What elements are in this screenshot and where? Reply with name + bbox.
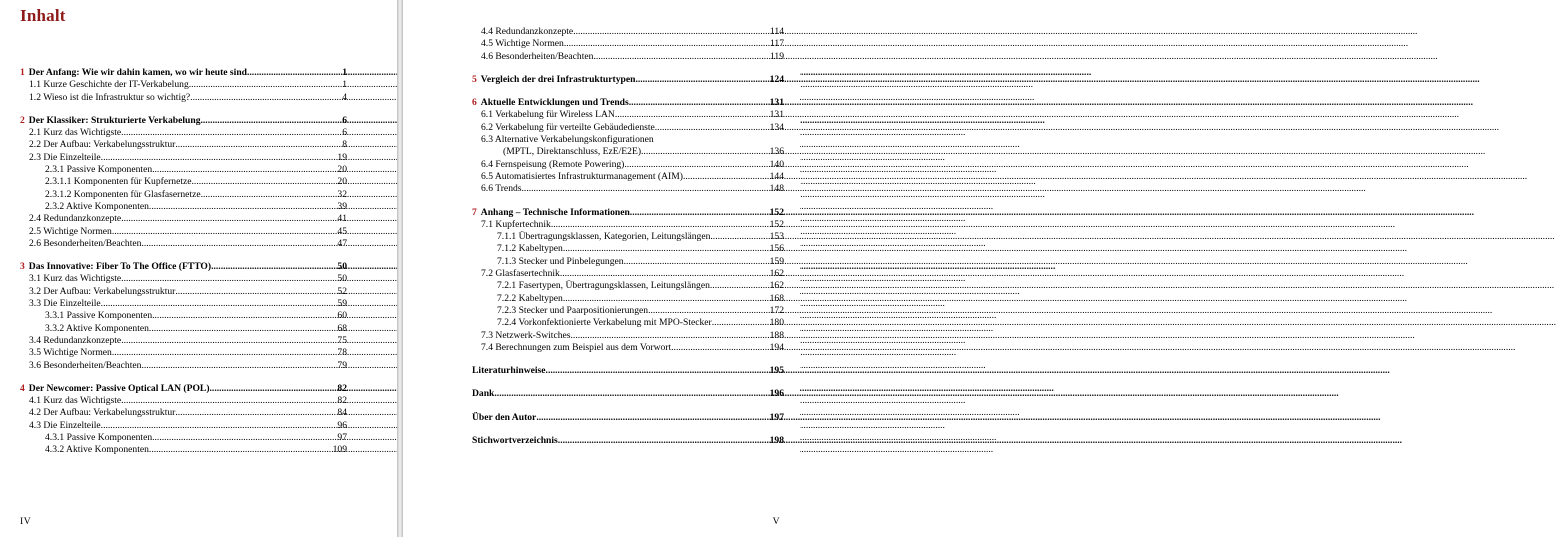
entry-page-number: 50 <box>337 273 347 285</box>
toc-entry <box>20 407 347 419</box>
entry-title: 4.6 Besonderheiten/Beachten <box>481 50 594 62</box>
toc-entry <box>472 330 784 342</box>
toc-entry <box>472 171 784 183</box>
entry-page-number: 144 <box>769 170 784 182</box>
entry-page-number: 136 <box>769 146 784 158</box>
entry-title: Vergleich der drei Infrastrukturtypen <box>480 73 636 85</box>
toc-entry <box>472 317 784 329</box>
toc-entry <box>472 342 784 354</box>
dot-leader <box>641 146 769 158</box>
dot-leader <box>211 261 336 273</box>
toc-entry <box>20 67 347 79</box>
entry-page-number: 68 <box>337 322 347 334</box>
toc-entry <box>20 238 347 250</box>
toc-entry <box>20 323 347 335</box>
toc-entry <box>20 115 347 127</box>
dot-leader <box>201 115 338 127</box>
dot-leader <box>536 412 768 424</box>
dot-leader <box>494 388 768 400</box>
entry-page-number: 84 <box>337 407 347 419</box>
dot-leader <box>101 298 337 310</box>
dot-leader <box>189 79 337 91</box>
page-number-left: IV <box>20 516 32 527</box>
toc-entry <box>20 360 347 372</box>
toc-entry <box>20 226 347 238</box>
dot-leader <box>546 365 769 377</box>
entry-title: Das Innovative: Fiber To The Office (FTTO) <box>28 261 212 273</box>
entry-title: 2.3.2 Aktive Komponenten <box>45 200 149 212</box>
toc-entry <box>472 74 784 86</box>
chapter-number: 5 <box>472 73 477 85</box>
dot-leader <box>121 335 336 347</box>
entry-page-number: 159 <box>769 255 784 267</box>
dot-leader <box>247 67 337 79</box>
toc-entry <box>472 207 784 219</box>
entry-page-number: 79 <box>337 359 347 371</box>
entry-title: 2.3 Die Einzelteile <box>29 151 101 163</box>
dot-leader <box>121 213 336 225</box>
entry-page-number: 82 <box>337 395 347 407</box>
chapter-number: 2 <box>20 114 25 126</box>
entry-page-number: 197 <box>769 411 784 423</box>
dot-leader <box>630 207 769 219</box>
dot-leader <box>101 152 337 164</box>
entry-page-number: 114 <box>769 26 784 37</box>
dot-leader <box>635 74 768 86</box>
dot-leader <box>564 38 769 50</box>
entry-title: 6.1 Verkabelung für Wireless LAN <box>481 109 615 121</box>
entry-title: 4.3.2 Aktive Komponenten <box>45 444 149 456</box>
toc-entry <box>20 164 347 176</box>
entry-title: 2.5 Wichtige Normen <box>29 225 112 237</box>
toc-entry <box>472 134 784 146</box>
dot-leader <box>141 238 336 250</box>
dot-leader <box>629 97 769 109</box>
entry-title: 1.2 Wieso ist die Infrastruktur so wichtig? <box>29 91 191 103</box>
dot-leader <box>210 383 337 395</box>
toc-entry <box>472 183 784 195</box>
entry-title: 3.4 Redundanzkonzepte <box>29 334 122 346</box>
entry-title: 7.1.3 Stecker und Pinbelegungen <box>497 255 624 267</box>
entry-page-number: 97 <box>337 432 347 444</box>
entry-title: 3.3.1 Passive Komponenten <box>45 310 153 322</box>
toc-entry <box>472 435 784 447</box>
toc-entry <box>472 293 784 305</box>
entry-title: 2.3.1 Passive Komponenten <box>45 164 153 176</box>
right-page <box>403 0 800 537</box>
toc-entry <box>20 213 347 225</box>
entry-page-number: 60 <box>337 310 347 322</box>
chapter-number: 3 <box>20 261 25 273</box>
dot-leader <box>175 139 337 151</box>
entry-page-number: 20 <box>337 164 347 176</box>
entry-title: (MPTL, Direktanschluss, EzE/E2E) <box>503 146 642 158</box>
entry-title: Über den Autor <box>472 411 537 423</box>
dot-leader <box>175 407 336 419</box>
chapter-number: 1 <box>20 67 25 78</box>
entry-title: 7.3 Netzwerk-Switches <box>481 329 571 341</box>
entry-page-number: 172 <box>769 304 784 316</box>
toc-entry <box>20 92 347 104</box>
entry-page-number: 32 <box>337 188 347 200</box>
dot-leader <box>560 268 769 280</box>
toc-entry <box>20 310 347 322</box>
dot-leader <box>522 183 769 195</box>
entry-page-number: 162 <box>769 280 784 292</box>
dot-leader <box>141 360 336 372</box>
toc-entry <box>472 231 784 243</box>
entry-page-number: 75 <box>337 334 347 346</box>
dot-leader <box>201 189 337 201</box>
entry-page-number: 131 <box>769 97 784 109</box>
entry-title: 6.2 Verkabelung für verteilte Gebäudedienste <box>481 121 655 133</box>
dot-leader <box>149 323 336 335</box>
toc-entry <box>20 383 347 395</box>
entry-title: 3.6 Besonderheiten/Beachten <box>29 359 142 371</box>
entry-title: Anhang – Technische Informationen <box>480 206 630 218</box>
entry-page-number: 39 <box>337 200 347 212</box>
entry-title: Der Anfang: Wie wir dahin kamen, wo wir heute sind <box>28 67 247 78</box>
entry-page-number: 194 <box>769 341 784 353</box>
entry-title: 7.1.2 Kabeltypen <box>497 243 563 255</box>
entry-title: 7.2.4 Vorkonfektionierte Verkabelung mit MPO-Stecker <box>497 317 712 329</box>
dot-leader <box>710 280 769 292</box>
entry-page-number: 96 <box>337 419 347 431</box>
entry-page-number: 50 <box>337 261 347 273</box>
dot-leader <box>712 317 769 329</box>
entry-title: 1.1 Kurze Geschichte der IT-Verkabelung <box>29 79 189 91</box>
entry-title: 6.6 Trends <box>481 183 522 195</box>
dot-leader <box>624 256 769 268</box>
toc-entry <box>472 365 784 377</box>
entry-page-number: 78 <box>337 347 347 359</box>
entry-title: Aktuelle Entwicklungen und Trends <box>480 97 629 109</box>
entry-page-number: 180 <box>769 317 784 329</box>
left-page <box>0 0 397 537</box>
toc-entry <box>472 280 784 292</box>
entry-title: 2.3.1.2 Komponenten für Glasfasernetze <box>45 188 201 200</box>
toc-entry <box>472 305 784 317</box>
page-number-right: V <box>772 516 780 527</box>
entry-title: Der Newcomer: Passive Optical LAN (POL) <box>28 382 210 394</box>
entry-page-number: 162 <box>769 268 784 280</box>
entry-page-number: 156 <box>769 243 784 255</box>
toc-entry <box>472 268 784 280</box>
dot-leader <box>563 293 769 305</box>
entry-page-number: 4 <box>342 91 347 103</box>
entry-page-number: 8 <box>342 139 347 151</box>
entry-title: Der Klassiker: Strukturierte Verkabelung <box>28 114 201 126</box>
toc-entry <box>20 286 347 298</box>
toc-entry <box>20 152 347 164</box>
toc-entry <box>20 420 347 432</box>
dot-leader <box>149 444 332 456</box>
entry-page-number: 131 <box>769 109 784 121</box>
entry-title: Literaturhinweise <box>472 365 546 377</box>
chapter-number: 4 <box>20 382 25 394</box>
entry-page-number: 109 <box>332 444 347 456</box>
toc-entry <box>20 273 347 285</box>
toc-entry <box>20 432 347 444</box>
entry-page-number: 198 <box>769 435 784 447</box>
entry-page-number: 45 <box>337 225 347 237</box>
dot-leader <box>152 310 336 322</box>
toc-left <box>20 67 347 457</box>
entry-title: 2.1 Kurz das Wichtigste <box>29 127 122 139</box>
dot-leader <box>112 347 337 359</box>
toc-entry <box>20 139 347 151</box>
entry-page-number: 1 <box>342 79 347 91</box>
toc-entry <box>20 395 347 407</box>
entry-title: 4.5 Wichtige Normen <box>481 38 564 50</box>
entry-page-number: 119 <box>769 50 784 62</box>
toc-entry <box>472 159 784 171</box>
entry-title: 7.2.1 Fasertypen, Übertragungsklassen, Leitungslängen <box>497 280 710 292</box>
entry-title: 4.2 Der Aufbau: Verkabelungsstruktur <box>29 407 176 419</box>
page-title: Inhalt <box>20 6 66 25</box>
toc-entry <box>472 109 784 121</box>
entry-title: 7.2 Glasfasertechnik <box>481 268 560 280</box>
toc-entry <box>472 97 784 109</box>
toc-entry <box>472 51 784 63</box>
entry-title: 3.3.2 Aktive Komponenten <box>45 322 149 334</box>
toc-entry <box>20 347 347 359</box>
toc-right <box>472 26 784 447</box>
entry-page-number: 148 <box>769 183 784 195</box>
chapter-number: 6 <box>472 97 477 109</box>
dot-leader <box>121 273 336 285</box>
entry-title: 4.3 Die Einzelteile <box>29 419 101 431</box>
toc-entry <box>472 146 784 158</box>
dot-leader <box>571 330 769 342</box>
entry-title: 4.4 Redundanzkonzepte <box>481 26 574 37</box>
toc-entry <box>20 127 347 139</box>
toc-entry <box>472 412 784 424</box>
toc-entry <box>472 122 784 134</box>
entry-title: 3.1 Kurz das Wichtigste <box>29 273 122 285</box>
toc-entry <box>20 335 347 347</box>
entry-title: 6.4 Fernspeisung (Remote Powering) <box>481 158 625 170</box>
dot-leader <box>615 109 769 121</box>
dot-leader <box>190 92 337 104</box>
toc-entry <box>472 26 784 38</box>
dot-leader <box>558 435 769 447</box>
entry-title: 4.3.1 Passive Komponenten <box>45 432 153 444</box>
chapter-number: 7 <box>472 206 477 218</box>
entry-page-number: 47 <box>337 237 347 249</box>
toc-entry <box>20 261 347 273</box>
entry-page-number: 117 <box>769 38 784 50</box>
entry-title: 3.3 Die Einzelteile <box>29 298 101 310</box>
entry-page-number: 140 <box>769 158 784 170</box>
entry-title: 7.4 Berechnungen zum Beispiel aus dem Vorwort <box>481 341 672 353</box>
entry-page-number: 195 <box>769 365 784 377</box>
dot-leader <box>593 51 769 63</box>
dot-leader <box>101 420 337 432</box>
toc-entry <box>20 444 347 456</box>
entry-title: Stichwortverzeichnis <box>472 435 558 447</box>
entry-title: 3.2 Der Aufbau: Verkabelungsstruktur <box>29 285 176 297</box>
entry-title: 2.2 Der Aufbau: Verkabelungsstruktur <box>29 139 176 151</box>
entry-title: 2.3.1.1 Komponenten für Kupfernetze <box>45 176 192 188</box>
entry-page-number: 59 <box>337 298 347 310</box>
dot-leader <box>121 127 337 139</box>
entry-title: 6.5 Automatisiertes Infrastrukturmanagement (AIM) <box>481 170 683 182</box>
entry-page-number: 153 <box>769 231 784 243</box>
dot-leader <box>655 122 769 134</box>
dot-leader <box>175 286 336 298</box>
toc-entry <box>472 243 784 255</box>
entry-page-number: 41 <box>337 213 347 225</box>
entry-title: 3.5 Wichtige Normen <box>29 347 112 359</box>
entry-page-number: 196 <box>769 388 784 400</box>
entry-page-number: 6 <box>342 127 347 139</box>
toc-entry <box>20 201 347 213</box>
entry-title: 2.4 Redundanzkonzepte <box>29 213 122 225</box>
dot-leader <box>683 171 769 183</box>
entry-page-number: 152 <box>769 206 784 218</box>
toc-entry <box>472 256 784 268</box>
toc-entry <box>20 176 347 188</box>
entry-page-number: 124 <box>769 73 784 85</box>
toc-entry <box>472 219 784 231</box>
dot-leader <box>563 243 769 255</box>
entry-title: 7.1 Kupfertechnik <box>481 218 551 230</box>
toc-entry <box>472 388 784 400</box>
entry-title: 7.1.1 Übertragungsklassen, Kategorien, Leitungslängen <box>497 231 711 243</box>
dot-leader <box>624 159 768 171</box>
toc-entry <box>20 189 347 201</box>
toc-entry <box>472 38 784 50</box>
entry-title: 4.1 Kurz das Wichtigste <box>29 395 122 407</box>
entry-page-number: 188 <box>769 329 784 341</box>
dot-leader <box>112 226 337 238</box>
entry-page-number: 134 <box>769 121 784 133</box>
entry-title: 6.3 Alternative Verkabelungskonfigurationen <box>481 134 654 146</box>
entry-page-number: 168 <box>769 292 784 304</box>
dot-leader <box>710 231 768 243</box>
dot-leader <box>551 219 769 231</box>
entry-page-number: 152 <box>769 218 784 230</box>
dot-leader <box>671 342 768 354</box>
toc-entry <box>20 79 347 91</box>
entry-page-number: 20 <box>337 176 347 188</box>
entry-title: Dank <box>472 388 495 400</box>
entry-page-number: 19 <box>337 151 347 163</box>
entry-page-number: 52 <box>337 285 347 297</box>
dot-leader <box>152 432 336 444</box>
dot-leader <box>121 395 336 407</box>
entry-page-number: 6 <box>342 114 347 126</box>
dot-leader <box>648 305 769 317</box>
toc-entry <box>20 298 347 310</box>
dot-leader <box>149 201 336 213</box>
dot-leader <box>192 176 337 188</box>
dot-leader <box>573 26 769 38</box>
entry-page-number: 82 <box>337 382 347 394</box>
dot-leader <box>152 164 336 176</box>
entry-title: 7.2.3 Stecker und Paarpositionierungen <box>497 304 649 316</box>
entry-title: 2.6 Besonderheiten/Beachten <box>29 237 142 249</box>
entry-page-number: 1 <box>342 67 347 78</box>
entry-title: 7.2.2 Kabeltypen <box>497 292 563 304</box>
